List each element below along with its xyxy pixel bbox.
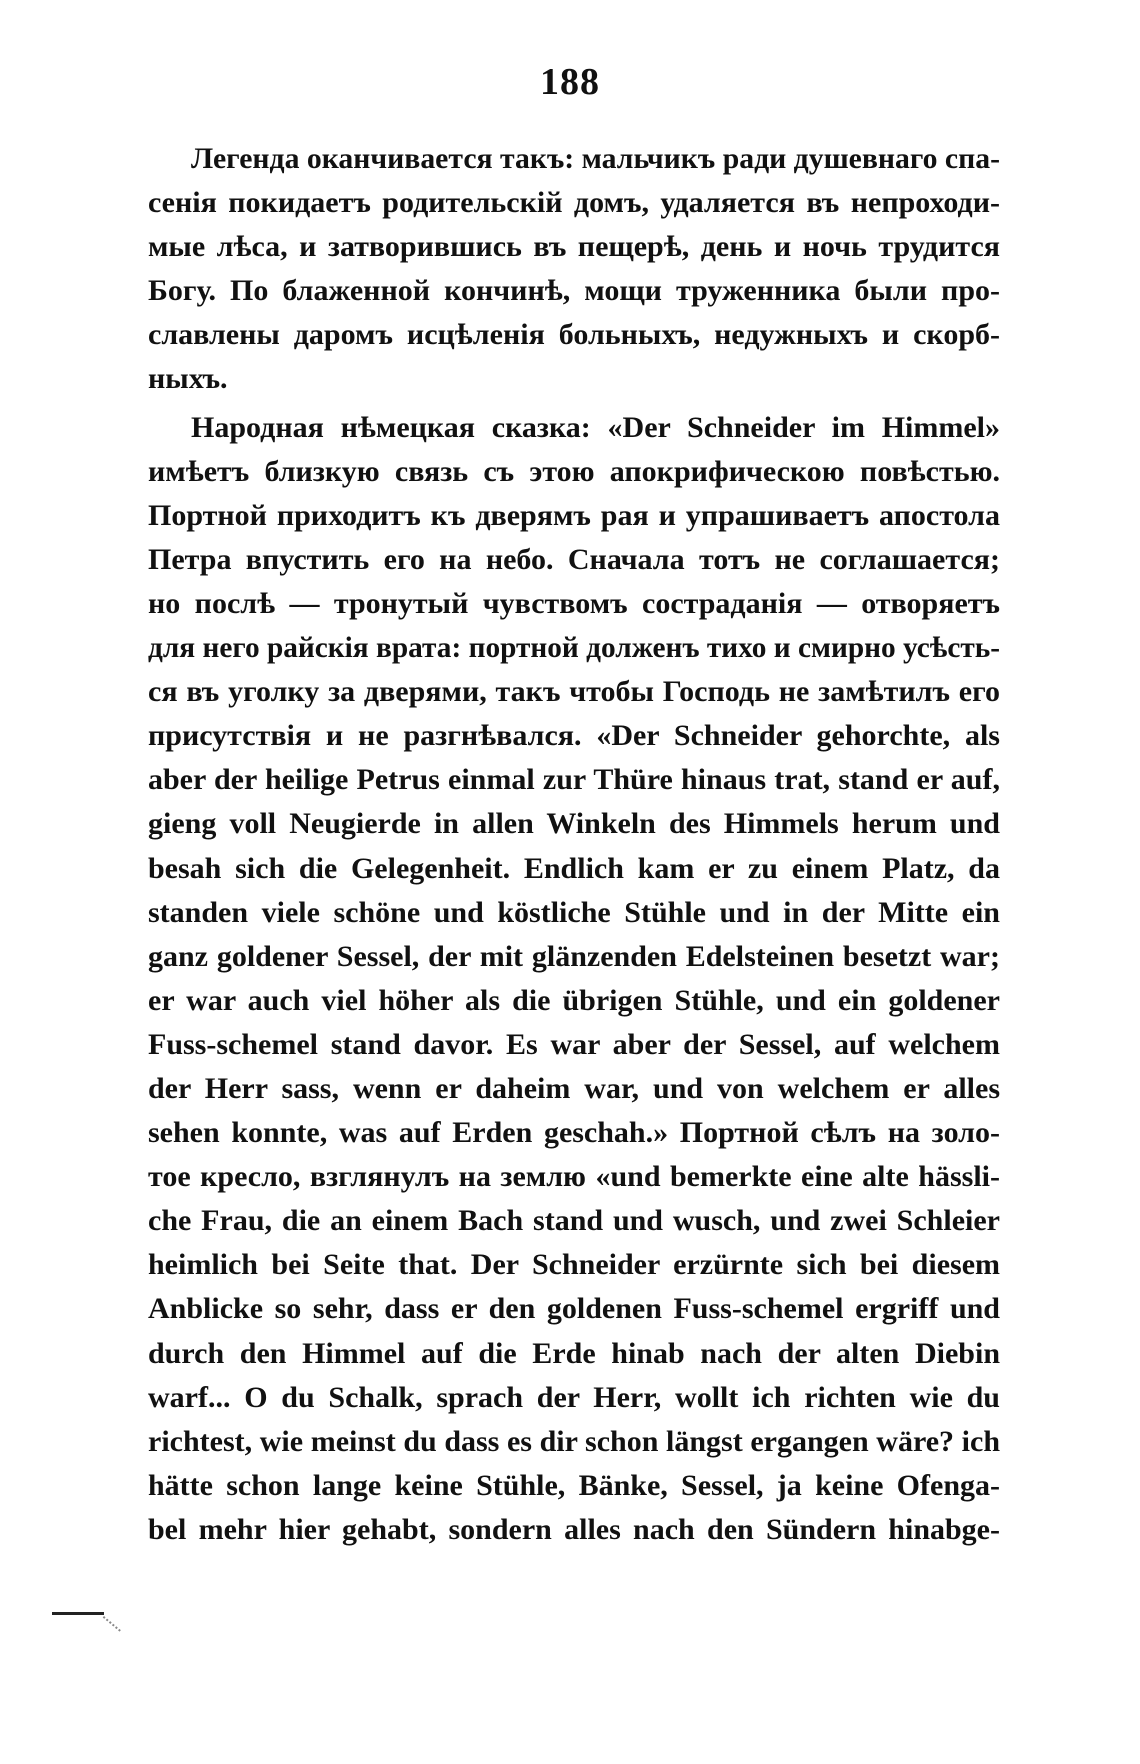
text-line: warf... O du Schalk, sprach der Herr, wollt ich richten wie du xyxy=(148,1380,1000,1414)
text-line: Fuss-schemel stand davor. Es war aber der Sessel, auf welchem xyxy=(148,1027,1000,1061)
text-line: тое кресло, взглянулъ на землю «und bemerkte eine alte hässli- xyxy=(148,1160,1000,1194)
text-line: Петра впустить его на небо. Сначала тотъ не соглашается; xyxy=(148,542,1000,576)
text-line: che Frau, die an einem Bach stand und wusch, und zwei Schleier xyxy=(148,1204,1000,1238)
paragraph xyxy=(148,137,1000,402)
text-line: besah sich die Gelegenheit. Endlich kam er zu einem Platz, da xyxy=(148,851,1000,885)
body-text xyxy=(148,137,1000,1552)
page-number: 188 xyxy=(540,61,600,103)
text-line: Портной приходитъ къ дверямъ рая и упрашиваетъ апостола xyxy=(148,498,1000,532)
text-line: ся въ уголку за дверями, такъ чтобы Господь не замѣтилъ его xyxy=(148,675,1000,709)
text-line: standen viele schöne und köstliche Stühle und in der Mitte ein xyxy=(148,895,1000,929)
text-line: Anblicke so sehr, dass er den goldenen Fuss-schemel ergriff und xyxy=(148,1292,1000,1326)
margin-dots xyxy=(89,1616,121,1649)
paragraph xyxy=(148,406,1000,1552)
text-line: aber der heilige Petrus einmal zur Thüre hinaus trat, stand er auf, xyxy=(148,763,1000,797)
text-line: richtest, wie meinst du dass es dir schon längst ergangen wäre? ich xyxy=(148,1424,1000,1458)
text-line: hätte schon lange keine Stühle, Bänke, Sessel, ja keine Ofenga- xyxy=(148,1468,1000,1502)
margin-mark xyxy=(52,1612,104,1615)
text-line: ganz goldener Sessel, der mit glänzenden Edelsteinen besetzt war; xyxy=(148,939,1000,973)
text-line: славлены даромъ исцѣленія больныхъ, недужныхъ и скорб- xyxy=(148,318,1000,352)
text-line: er war auch viel höher als die übrigen Stühle, und ein goldener xyxy=(148,983,1000,1017)
text-line: для него райскія врата: портной долженъ тихо и смирно усѣсть- xyxy=(148,632,1000,665)
text-line: heimlich bei Seite that. Der Schneider erzürnte sich bei diesem xyxy=(148,1248,1000,1282)
text-line: der Herr sass, wenn er daheim war, und von welchem er alles xyxy=(148,1071,1000,1105)
text-line: но послѣ — тронутый чувствомъ состраданія — отворяетъ xyxy=(148,586,1000,620)
text-line: Богу. По блаженной кончинѣ, мощи труженника были про- xyxy=(148,274,1000,308)
text-line: sehen konnte, was auf Erden geschah.» Портной сѣлъ на золо- xyxy=(148,1116,1000,1150)
text-line: Легенда оканчивается такъ: мальчикъ ради душевнаго спа- xyxy=(191,143,1000,175)
text-line: durch den Himmel auf die Erde hinab nach der alten Diebin xyxy=(148,1336,1000,1370)
text-line: сенія покидаетъ родительскій домъ, удаляется въ непроходи- xyxy=(148,186,1000,220)
text-line: мые лѣса, и затворившись въ пещерѣ, день и ночь трудится xyxy=(148,230,1000,264)
text-line: gieng voll Neugierde in allen Winkeln des Himmels herum und xyxy=(148,807,1000,841)
text-line: имѣетъ близкую связь съ этою апокрифическою повѣстью. xyxy=(148,454,1000,488)
text-line: ныхъ. xyxy=(148,362,228,396)
text-line: bel mehr hier gehabt, sondern alles nach den Sündern hinabge- xyxy=(148,1512,1000,1546)
text-line: присутствія и не разгнѣвался. «Der Schneider gehorchte, als xyxy=(148,719,1000,753)
text-line: Народная нѣмецкая сказка: «Der Schneider im Himmel» xyxy=(191,410,1000,444)
